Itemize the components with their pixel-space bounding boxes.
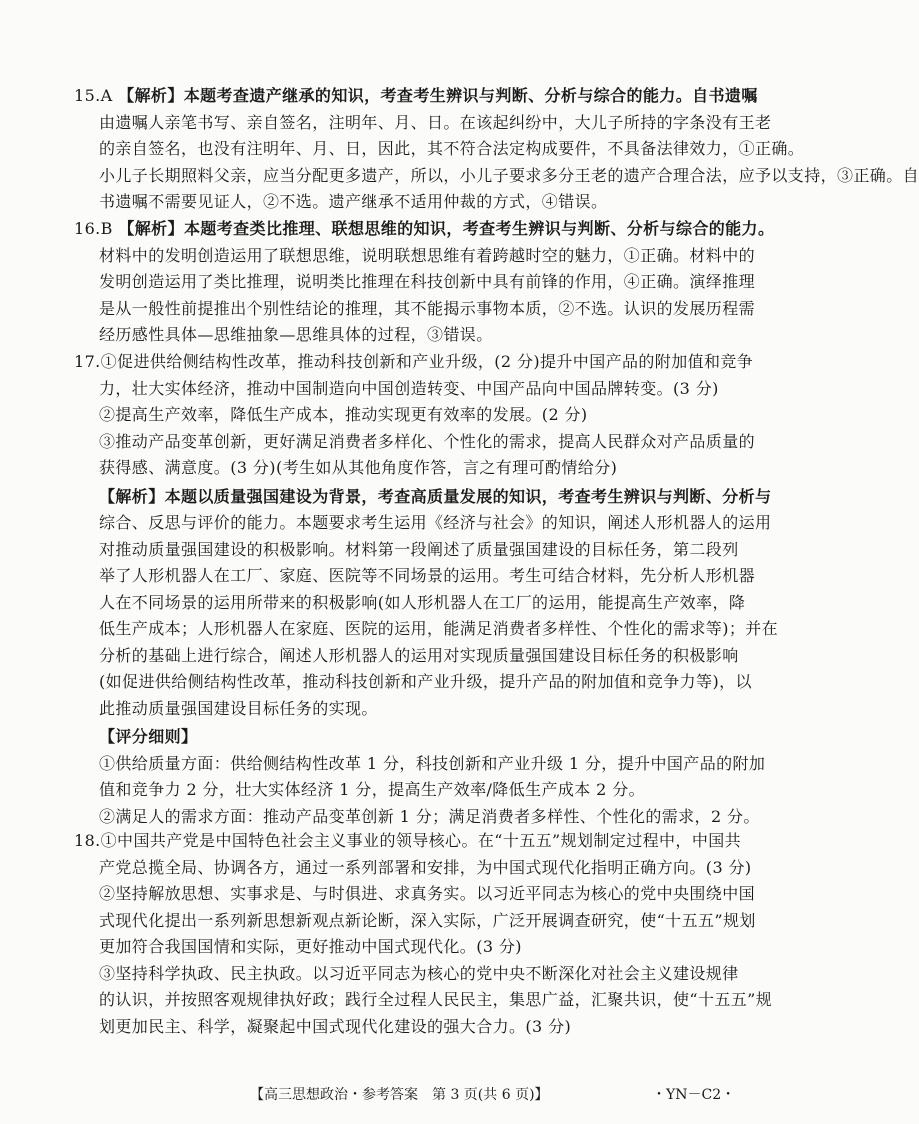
q15-line-1 [74,83,764,110]
q16-line: 发明创造运用了类比推理，说明类比推理在科技创新中具有前锋的作用，④正确。演绎推理 [99,272,756,291]
scoring-line: ②满足人的需求方面：推动产品变革创新 1 分；满足消费者多样性、个性化的需求，2 分。 [99,806,760,826]
q15-line: 小儿子长期照料父亲，应当分配更多遗产，所以，小儿子要求多分王老的遗产合理合法，应予以支持，③正确。自 [99,165,919,185]
q18-line: ②坚持解放思想、实事求是、与时俱进、求真务实。以习近平同志为核心的党中央围绕中国 [99,884,756,903]
q17-text: ①促进供给侧结构性改革，推动科技创新和产业升级，(2 分)提升中国产品的附加值和竞争 [100,352,754,371]
q17-analysis-line: 对推动质量强国建设的积极影响。材料第一段阐述了质量强国建设的目标任务，第二段列 [99,539,739,559]
q17-line: 获得感、满意度。(3 分)(考生如从其他角度作答，言之有理可酌情给分) [99,458,618,477]
q17-analysis-line-1 [74,484,772,511]
question-17 [74,349,779,830]
q16-answer: B [100,219,113,238]
q15-analysis-label: 【解析】 [118,86,184,105]
q17-line: ③推动产品变革创新，更好满足消费者多样化、个性化的需求，提高人民群众对产品质量的 [99,431,756,451]
q16-line: 经历感性具体—思维抽象—思维具体的过程，③错误。 [99,325,493,344]
q17-analysis-label: 【解析】 [99,486,165,506]
q17-line: ②提高生产效率，降低生产成本，推动实现更有效率的发展。(2 分) [99,405,588,424]
q18-line: 式现代化提出一系列新思想新观点新论断，深入实际，广泛开展调查研究，使“十五五”规划 [99,910,756,930]
q18-line: 更加符合我国国情和实际，更好推动中国式现代化。(3 分) [99,937,522,956]
q16-line: 是从一般性前提推出个别性结论的推理，其不能揭示事物本质，②不选。认识的发展历程需 [99,298,756,318]
q18-line: ③坚持科学执政、民主执政。以习近平同志为核心的党中央不断深化对社会主义建设规律 [99,963,739,983]
q15-line: 的亲自签名，也没有注明年、月、日，因此，其不符合法定构成要件，不具备法律效力，①正确。 [99,139,805,158]
question-16 [74,216,775,349]
q17-analysis-line: 低生产成本；人形机器人在家庭、医院的运用，能满足消费者多样性、个性化的需求等)；并在 [99,619,779,638]
q17-analysis-line: 分析的基础上进行综合，阐述人形机器人的运用对实现质量强国建设目标任务的积极影响 [99,645,739,665]
question-15 [74,83,919,216]
q17-line: 力，壮大实体经济，推动中国制造向中国创造转变、中国产品向中国品牌转变。(3 分) [99,378,719,398]
q17-analysis-line: (如促进供给侧结构性改革，推动科技创新和产业升级，提升产品的附加值和竞争力等)，以 [99,672,752,691]
q16-line-1 [74,216,775,243]
q18-line: 的认识，并按照客观规律执好政；践行全过程人民民主，集思广益，汇聚共识，使“十五五”规 [99,990,773,1009]
footer-code: ・YN－C2・ [652,1087,736,1103]
q17-number: 17. [74,352,101,371]
q18-number: 18. [74,831,101,850]
q17-analysis-line: 举了人形机器人在工厂、家庭、医院等不同场景的运用。考生可结合材料，先分析人形机器 [99,566,756,585]
q17-analysis-line: 此推动质量强国建设目标任务的实现。 [99,698,378,718]
q16-line: 材料中的发明创造运用了联想思维，说明联想思维有着跨越时空的魅力，①正确。材料中的 [99,245,756,265]
q15-line: 由遗嘱人亲笔书写、亲自签名，注明年、月、日。在该起纠纷中，大儿子所持的字条没有王老 [99,112,772,132]
footer-page-info: 【高三思想政治・参考答案 第 3 页(共 6 页)】 [250,1087,549,1103]
q18-line: 划更加民主、科学，凝聚起中国式现代化建设的强大合力。(3 分) [99,1016,572,1036]
q16-analysis-label: 【解析】 [118,219,184,238]
q16-text: 本题考查类比推理、联想思维的知识，考查考生辨识与判断、分析与综合的能力。 [183,219,775,238]
scoring-line: 值和竞争力 2 分，壮大实体经济 1 分，提高生产效率/降低生产成本 2 分。 [99,780,646,799]
q18-line: 产党总揽全局、协调各方，通过一系列部署和安排，为中国式现代化指明正确方向。(3 分) [99,857,752,877]
q16-number: 16. [74,219,101,238]
q15-line: 书遗嘱不需要见证人，②不选。遗产继承不适用仲裁的方式，④错误。 [99,192,608,211]
q17-line-1 [74,349,764,376]
q17-analysis-line: 综合、反思与评价的能力。本题要求考生运用《经济与社会》的知识，阐述人形机器人的运用 [99,513,772,532]
q17-analysis-text: 本题以质量强国建设为背景，考查高质量发展的知识，考查考生辨识与判断、分析与 [164,486,772,506]
q17-analysis-line: 人在不同场景的运用所带来的积极影响(如人形机器人在工厂的运用，能提高生产效率，降 [99,592,746,612]
q18-text: ①中国共产党是中国特色社会主义事业的领导核心。在“十五五”规划制定过程中，中国共 [100,831,742,850]
question-18 [74,828,773,1040]
scoring-rules-title: 【评分细则】 [99,727,198,746]
scoring-line: ①供给质量方面：供给侧结构性改革 1 分，科技创新和产业升级 1 分，提升中国产品的附加 [99,753,766,773]
page-footer [0,1083,800,1107]
q15-answer: A [100,86,113,105]
q15-number: 15. [74,86,101,105]
q18-line-1 [74,828,764,855]
q15-text: 本题考查遗产继承的知识，考查考生辨识与判断、分析与综合的能力。自书遗嘱 [183,86,758,105]
